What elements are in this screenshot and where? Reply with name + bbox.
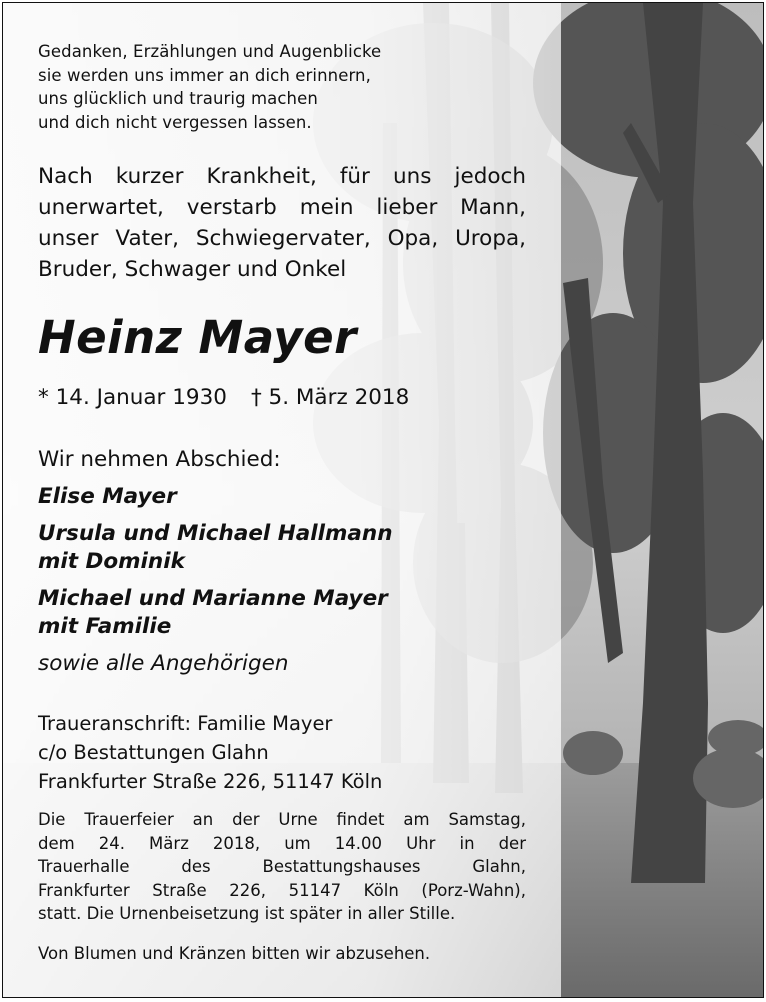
poem-line: uns glücklich und traurig machen bbox=[38, 89, 318, 108]
funeral-service-info bbox=[38, 808, 526, 926]
announcement-line: unerwartet, verstarb mein lieber Mann, bbox=[38, 195, 526, 220]
farewell-heading: Wir nehmen Abschied: bbox=[38, 447, 281, 472]
service-line: Frankfurter Straße 226, 51147 Köln (Porz-Wahn), bbox=[38, 880, 526, 900]
mourner-name: mit Dominik bbox=[38, 549, 185, 574]
service-line: Die Trauerfeier an der Urne findet am Samstag, bbox=[38, 810, 526, 829]
service-line: Trauerhalle des Bestattungshauses Glahn, bbox=[38, 857, 526, 877]
address-line: Traueranschrift: Familie Mayer bbox=[38, 712, 333, 735]
mourner-group bbox=[38, 483, 393, 512]
poem-line: und dich nicht vergessen lassen. bbox=[38, 112, 312, 132]
flowers-note: Von Blumen und Kränzen bitten wir abzusehen. bbox=[38, 944, 431, 963]
deceased-name: Heinz Mayer bbox=[38, 311, 357, 364]
announcement-line: unser Vater, Schwiegervater, Opa, Uropa, bbox=[38, 226, 526, 251]
address-line: c/o Bestattungen Glahn bbox=[38, 741, 269, 764]
mourner-group bbox=[38, 520, 393, 577]
memorial-poem bbox=[38, 40, 381, 134]
mourner-name: Elise Mayer bbox=[38, 484, 177, 509]
mourner-group bbox=[38, 585, 393, 642]
mourning-address bbox=[38, 709, 382, 796]
death-date: † 5. März 2018 bbox=[250, 385, 410, 410]
relatives-line: sowie alle Angehörigen bbox=[38, 651, 289, 676]
mourner-name: Michael und Marianne Mayer bbox=[38, 585, 388, 611]
death-announcement bbox=[38, 161, 526, 285]
mourner-name: mit Familie bbox=[38, 614, 172, 639]
service-line: statt. Die Urnenbeisetzung ist später in aller Stille. bbox=[38, 904, 456, 924]
life-dates bbox=[38, 385, 409, 410]
obituary-notice bbox=[2, 2, 764, 998]
address-line: Frankfurter Straße 226, 51147 Köln bbox=[38, 770, 383, 793]
announcement-line: Nach kurzer Krankheit, für uns jedoch bbox=[38, 164, 526, 189]
mourners-list bbox=[38, 483, 393, 650]
announcement-line: Bruder, Schwager und Onkel bbox=[38, 257, 347, 282]
mourner-name: Ursula und Michael Hallmann bbox=[38, 520, 393, 546]
birth-date: * 14. Januar 1930 bbox=[38, 385, 227, 410]
poem-line: sie werden uns immer an dich erinnern, bbox=[38, 65, 371, 85]
poem-line: Gedanken, Erzählungen und Augenblicke bbox=[38, 42, 382, 61]
service-line: dem 24. März 2018, um 14.00 Uhr in der bbox=[38, 833, 526, 853]
